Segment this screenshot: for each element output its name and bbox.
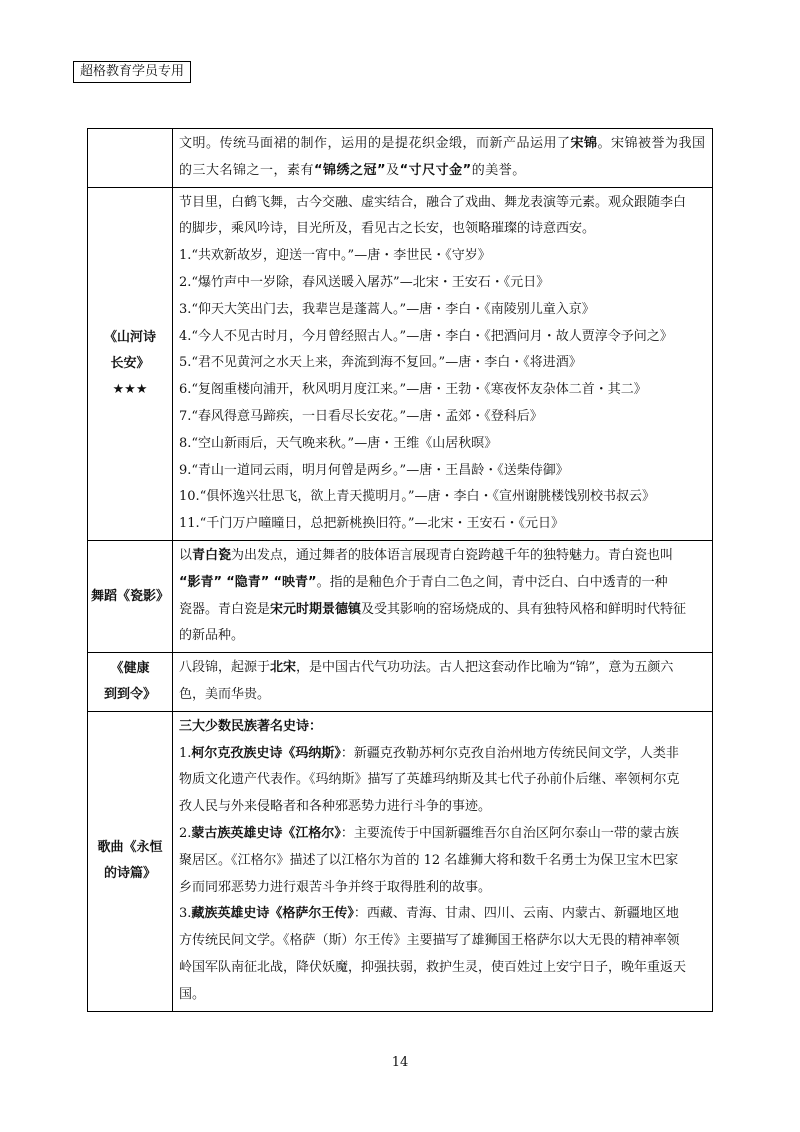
content-line [179,741,706,768]
row-label-line: 的诗篇》 [103,866,156,882]
row-label [88,129,173,188]
text-run: 聚居区。《江格尔》描述了以江格尔为首的 12 名雄狮大将和数千名勇士为保卫宝木巴家 [179,852,679,868]
text-run: 。指的是釉色介于青白二色之间，青中泛白、白中透青的一种 [316,574,668,590]
content-line [179,131,706,158]
text-run: 1.“共欢新故岁，迎送一宵中。”—唐・李世民・《守岁》 [179,248,491,264]
content-line [179,324,706,351]
row-label-line: 《健康 [110,660,150,676]
bold-text: 柯尔克孜族史诗《玛纳斯》 [191,745,341,761]
text-run: ：新疆克孜勒苏柯尔克孜自治州地方传统民间文学，人类非 [340,745,679,761]
content-line [179,928,706,955]
bold-text: “寸尺寸金” [399,162,472,178]
page-number: 14 [391,1055,409,1070]
text-run: 5.“君不见黄河之水天上来，奔流到海不复回。”—唐・李白・《将进酒》 [179,355,582,371]
text-run: 孜人民与外来侵略者和各种邪恶势力进行斗争的事迹。 [179,799,492,815]
text-run: 瓷器。青白瓷是 [179,601,271,617]
content-line [179,297,706,324]
text-run: 9.“青山一道同云雨，明月何曾是两乡。”—唐・王昌龄・《送柴侍御》 [179,462,569,478]
text-run: 2. [179,825,192,841]
row-label [88,711,173,1011]
table-row [88,129,713,188]
row-content [173,711,713,1011]
content-line [179,216,706,243]
text-run: 以 [179,547,193,563]
content-line [179,955,706,982]
bold-text: 北宋 [270,660,297,676]
content-line [179,243,706,270]
bold-text: “影青” [179,574,223,590]
text-run: 的美誉。 [471,162,526,178]
row-content [173,129,713,188]
row-label-line: 歌曲《永恒 [97,840,163,856]
row-label [88,540,173,652]
header-label: 超格教育学员专用 [73,61,191,83]
text-run: 的三大名锦之一，素有 [179,162,315,178]
text-run: 八段锦，起源于 [179,660,271,676]
row-content [173,187,713,540]
content-line [179,511,706,538]
content-line [179,623,706,650]
bold-text: 蒙古族英雄史诗《江格尔》 [191,825,341,841]
content-line [179,350,706,377]
text-run: 文明。传统马面裙的制作，运用的是提花织金缎，而新产品运用了 [179,136,571,151]
bold-text: 青白瓷 [192,547,232,563]
text-run: 11.“千门万户曈曈日，总把新桃换旧符。”—北宋・王安石・《元日》 [179,516,564,532]
content-line [179,597,706,624]
text-run: 及受其影响的窑场烧成的、具有独特风格和鲜明时代特征 [361,601,687,617]
text-run: 3. [179,906,192,922]
content-line [179,431,706,458]
text-run: 7.“春风得意马蹄疾，一日看尽长安花。”—唐・孟郊・《登科后》 [179,408,543,424]
text-run: 色，美而华贵。 [179,686,271,702]
row-label-line: 到到令》 [103,686,156,702]
bold-text: 宋锦 [570,136,598,151]
content-line [179,821,706,848]
text-run: ：西藏、青海、甘肃、四川、云南、内蒙古、新疆地区地 [353,906,679,922]
text-run: 。宋锦被誉为我国 [597,136,706,151]
text-run: 乡而同邪恶势力进行艰苦斗争并终于取得胜利的故事。 [179,879,492,895]
content-line [179,570,706,597]
content-line [179,458,706,485]
bold-text: “锦绣之冠” [314,162,387,178]
content-line [179,377,706,404]
content-line [179,714,706,741]
content-line [179,767,706,794]
row-label [88,187,173,540]
text-run: 1. [179,745,192,761]
content-line [179,982,706,1009]
text-run: 4.“今人不见古时月，今月曾经照古人。”—唐・李白・《把酒问月・故人贾淳令予问之》 [179,328,673,344]
row-label-line: 舞蹈《瓷影》 [90,588,169,604]
bold-text: “隐青” [226,574,270,590]
bold-text: 宋元时期景德镇 [270,601,362,617]
bold-text: “映青” [273,574,317,590]
text-run: 3.“仰天大笑出门去，我辈岂是蓬蒿人。”—唐・李白・《南陵别儿童入京》 [179,301,595,317]
content-line [179,158,706,185]
table-row [88,187,713,540]
content-line [179,682,706,709]
content-line [179,270,706,297]
text-run: 国。 [179,986,206,1002]
text-run: 方传统民间文学。《格萨（斯）尔王传》主要描写了雄狮国王格萨尔以大无畏的精神率领 [179,933,680,949]
content-line [179,655,706,682]
text-run: 10.“俱怀逸兴壮思飞，欲上青天揽明月。”—唐・李白・《宣州谢朓楼饯别校书叔云》 [179,489,655,505]
row-label-line: 《山河诗 [103,329,156,345]
text-run: ：主要流传于中国新疆维吾尔自治区阿尔泰山一带的蒙古族 [340,825,679,841]
text-run: 及 [386,162,400,178]
content-table [87,128,713,1012]
text-run: 为出发点，通过舞者的肢体语言展现青白瓷跨越千年的独特魅力。青白瓷也叫 [231,547,674,563]
text-run: 物质文化遗产代表作。《玛纳斯》描写了英雄玛纳斯及其七代子孙前仆后继、率领柯尔克 [179,772,680,788]
text-run: 的新品种。 [179,628,245,644]
row-content [173,540,713,652]
text-run: 的脚步，乘风吟诗，目光所及，看见古之长安，也领略璀璨的诗意西安。 [179,221,596,237]
content-line [179,901,706,928]
row-label-line: ★★★ [112,381,148,397]
content-line [179,543,706,570]
table-row [88,653,713,712]
text-run: 2.“爆竹声中一岁除，春风送暖入屠苏”—北宋・王安石・《元日》 [179,274,550,290]
text-run: 8.“空山新雨后，天气晚来秋。”—唐・王维《山居秋暝》 [179,435,498,451]
bold-text: 藏族英雄史诗《格萨尔王传》 [191,906,354,922]
content-line [179,875,706,902]
content-line [179,190,706,217]
row-label [88,653,173,712]
text-run: 6.“复阁重楼向浦开，秋风明月度江来。”—唐・王勃・《寒夜怀友杂体二首・其二》 [179,382,647,398]
bold-text: 三大少数民族著名史诗： [179,718,323,734]
content-line [179,484,706,511]
row-content [173,653,713,712]
row-label-line: 长安》 [110,355,150,371]
text-run: ，是中国古代气功功法。古人把这套动作比喻为“锦”，意为五颜六 [296,660,674,676]
content-line [179,404,706,431]
content-line [179,848,706,875]
content-line [179,794,706,821]
table-row [88,540,713,652]
table-row [88,711,713,1011]
text-run: 岭国军队南征北战，降伏妖魔，抑强扶弱，救护生灵，使百姓过上安宁日子，晚年重返天 [179,959,687,975]
text-run: 节目里，白鹤飞舞，古今交融、虚实结合，融合了戏曲、舞龙表演等元素。观众跟随李白 [179,194,687,210]
